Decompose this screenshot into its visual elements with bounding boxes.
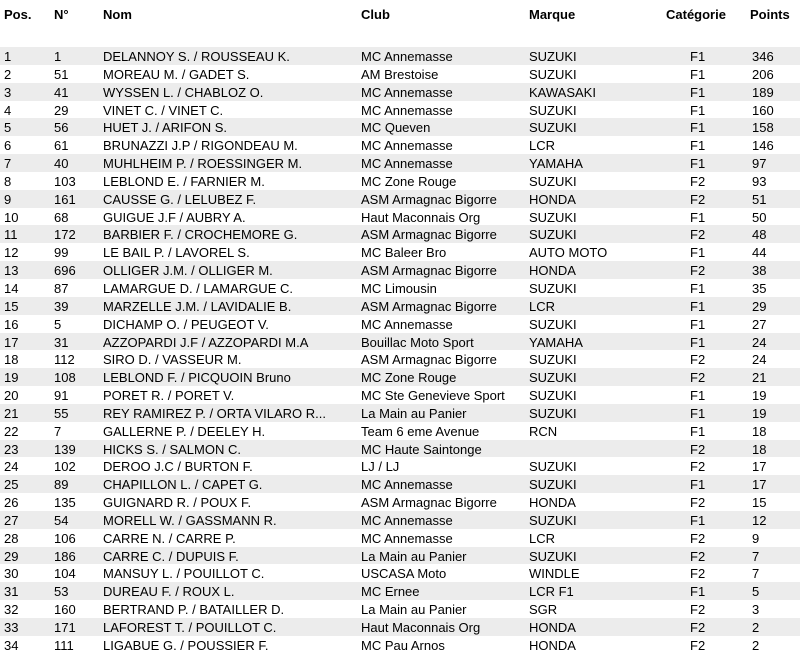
cell-pos: 7: [4, 156, 12, 172]
cell-club: La Main au Panier: [361, 405, 467, 421]
cell-club: Bouillac Moto Sport: [361, 334, 474, 350]
cell-pts: 27: [752, 316, 767, 332]
cell-nom: REY RAMIREZ P. / ORTA VILARO R...: [103, 405, 326, 421]
cell-num: 5: [54, 316, 62, 332]
cell-club: USCASA Moto: [361, 566, 447, 582]
cell-club: La Main au Panier: [361, 548, 467, 564]
cell-pos: 34: [4, 637, 19, 653]
cell-num: 41: [54, 84, 69, 100]
cell-num: 99: [54, 245, 69, 261]
cell-pts: 97: [752, 156, 767, 172]
header-pos: Pos.: [4, 7, 32, 22]
cell-num: 135: [54, 495, 76, 511]
cell-club: MC Annemasse: [361, 530, 453, 546]
cell-cat: F1: [690, 388, 706, 404]
cell-pos: 13: [4, 263, 19, 279]
table-row: [0, 511, 800, 529]
table-row: [0, 475, 800, 493]
cell-club: Team 6 eme Avenue: [361, 423, 480, 439]
cell-cat: F2: [690, 530, 706, 546]
cell-cat: F2: [690, 620, 706, 635]
cell-pts: 146: [752, 138, 774, 154]
table-row: [0, 529, 800, 547]
table-row: [0, 547, 800, 565]
cell-cat: F1: [690, 423, 706, 439]
cell-num: 103: [54, 173, 76, 189]
cell-pos: 1: [4, 49, 12, 64]
cell-nom: SIRO D. / VASSEUR M.: [103, 352, 242, 368]
cell-pos: 19: [4, 370, 19, 386]
header-marque: Marque: [529, 7, 576, 22]
table-header: [0, 0, 800, 28]
cell-club: MC Annemasse: [361, 102, 453, 118]
cell-num: 89: [54, 477, 69, 493]
cell-nom: PORET R. / PORET V.: [103, 388, 235, 404]
cell-num: 171: [54, 620, 76, 635]
cell-pts: 18: [752, 423, 767, 439]
cell-nom: LAFOREST T. / POUILLOT C.: [103, 620, 277, 635]
cell-club: Haut Maconnais Org: [361, 209, 481, 225]
cell-pos: 24: [4, 459, 19, 475]
table-row: [0, 118, 800, 136]
cell-club: MC Annemasse: [361, 477, 453, 493]
cell-cat: F1: [690, 84, 706, 100]
cell-pts: 35: [752, 280, 767, 296]
cell-marque: WINDLE: [529, 566, 580, 582]
cell-cat: F1: [690, 280, 706, 296]
cell-pos: 10: [4, 209, 19, 225]
table-row: [0, 190, 800, 208]
cell-club: MC Baleer Bro: [361, 245, 447, 261]
cell-club: MC Limousin: [361, 280, 437, 296]
cell-nom: OLLIGER J.M. / OLLIGER M.: [103, 263, 273, 279]
cell-cat: F2: [690, 370, 706, 386]
cell-club: MC Annemasse: [361, 316, 453, 332]
cell-pos: 12: [4, 245, 19, 261]
cell-club: MC Pau Arnos: [361, 637, 445, 653]
cell-num: 108: [54, 370, 76, 386]
cell-num: 29: [54, 102, 69, 118]
cell-pts: 189: [752, 84, 774, 100]
cell-marque: SUZUKI: [529, 405, 577, 421]
table-row: [0, 172, 800, 190]
cell-pts: 21: [752, 370, 767, 386]
cell-num: 91: [54, 388, 69, 404]
cell-club: ASM Armagnac Bigorre: [361, 227, 497, 243]
table-row: [0, 493, 800, 511]
cell-marque: RCN: [529, 423, 558, 439]
cell-club: MC Annemasse: [361, 156, 453, 172]
cell-pts: 3: [752, 602, 760, 618]
cell-cat: F1: [690, 477, 706, 493]
cell-cat: F1: [690, 316, 706, 332]
cell-cat: F1: [690, 120, 706, 136]
cell-pts: 18: [752, 441, 767, 457]
cell-cat: F2: [690, 173, 706, 189]
table-row: [0, 136, 800, 154]
cell-club: ASM Armagnac Bigorre: [361, 495, 497, 511]
cell-pos: 22: [4, 423, 19, 439]
header-points: Points: [750, 7, 790, 22]
cell-pts: 48: [752, 227, 767, 243]
cell-pos: 18: [4, 352, 19, 368]
cell-num: 106: [54, 530, 76, 546]
cell-cat: F2: [690, 548, 706, 564]
cell-pos: 27: [4, 512, 19, 528]
cell-cat: F2: [690, 441, 706, 457]
cell-pts: 346: [752, 49, 774, 64]
cell-nom: DICHAMP O. / PEUGEOT V.: [103, 316, 269, 332]
cell-pos: 33: [4, 620, 19, 635]
cell-nom: LAMARGUE D. / LAMARGUE C.: [103, 280, 293, 296]
cell-pos: 2: [4, 66, 12, 82]
cell-num: 40: [54, 156, 69, 172]
cell-marque: SUZUKI: [529, 173, 577, 189]
table-row: [0, 368, 800, 386]
cell-club: MC Haute Saintonge: [361, 441, 482, 457]
cell-cat: F1: [690, 298, 706, 314]
cell-num: 104: [54, 566, 76, 582]
table-row: [0, 154, 800, 172]
cell-nom: CARRE C. / DUPUIS F.: [103, 548, 239, 564]
cell-cat: F2: [690, 495, 706, 511]
cell-pts: 29: [752, 298, 767, 314]
table-row: [0, 636, 800, 654]
cell-num: 161: [54, 191, 76, 207]
cell-num: 61: [54, 138, 69, 154]
cell-nom: BARBIER F. / CROCHEMORE G.: [103, 227, 298, 243]
cell-num: 39: [54, 298, 69, 314]
cell-num: 172: [54, 227, 76, 243]
cell-nom: CAUSSE G. / LELUBEZ F.: [103, 191, 257, 207]
table-row: [0, 422, 800, 440]
cell-club: ASM Armagnac Bigorre: [361, 263, 497, 279]
cell-marque: HONDA: [529, 263, 576, 279]
cell-marque: LCR: [529, 298, 556, 314]
cell-pos: 3: [4, 84, 12, 100]
cell-marque: SUZUKI: [529, 66, 577, 82]
cell-nom: MANSUY L. / POUILLOT C.: [103, 566, 265, 582]
cell-pos: 31: [4, 584, 19, 600]
cell-nom: MOREAU M. / GADET S.: [103, 66, 250, 82]
cell-cat: F2: [690, 566, 706, 582]
table-row: [0, 83, 800, 101]
cell-marque: SUZUKI: [529, 512, 577, 528]
table-row: [0, 600, 800, 618]
cell-pts: 7: [752, 566, 760, 582]
table-row: [0, 333, 800, 351]
cell-marque: HONDA: [529, 191, 576, 207]
cell-pts: 19: [752, 388, 767, 404]
cell-marque: YAMAHA: [529, 334, 583, 350]
cell-nom: BRUNAZZI J.P / RIGONDEAU M.: [103, 138, 298, 154]
cell-nom: GUIGNARD R. / POUX F.: [103, 495, 252, 511]
cell-cat: F1: [690, 334, 706, 350]
cell-pts: 2: [752, 620, 760, 635]
cell-nom: LIGABUE G. / POUSSIER F.: [103, 637, 269, 653]
cell-cat: F1: [690, 66, 706, 82]
cell-club: LJ / LJ: [361, 459, 400, 475]
cell-num: 160: [54, 602, 76, 618]
cell-num: 112: [54, 352, 75, 368]
standings-table: [0, 47, 800, 654]
cell-cat: F1: [690, 512, 706, 528]
cell-club: La Main au Panier: [361, 602, 467, 618]
cell-pts: 9: [752, 530, 760, 546]
cell-cat: F2: [690, 637, 706, 653]
table-row: [0, 225, 800, 243]
cell-marque: KAWASAKI: [529, 84, 596, 100]
cell-num: 68: [54, 209, 69, 225]
cell-pos: 32: [4, 602, 19, 618]
header-num: N°: [54, 7, 69, 22]
cell-marque: SUZUKI: [529, 316, 577, 332]
cell-marque: SUZUKI: [529, 102, 577, 118]
cell-pts: 38: [752, 263, 767, 279]
cell-nom: GUIGUE J.F / AUBRY A.: [103, 209, 246, 225]
cell-nom: DUREAU F. / ROUX L.: [103, 584, 235, 600]
table-row: [0, 261, 800, 279]
cell-club: MC Annemasse: [361, 512, 453, 528]
cell-nom: LE BAIL P. / LAVOREL S.: [103, 245, 250, 261]
cell-pos: 8: [4, 173, 12, 189]
cell-marque: SUZUKI: [529, 120, 577, 136]
cell-pts: 93: [752, 173, 767, 189]
cell-cat: F2: [690, 191, 706, 207]
cell-pts: 12: [752, 512, 767, 528]
cell-cat: F1: [690, 245, 706, 261]
cell-pts: 2: [752, 637, 760, 653]
cell-nom: MARZELLE J.M. / LAVIDALIE B.: [103, 298, 292, 314]
cell-pts: 7: [752, 548, 760, 564]
table-row: [0, 404, 800, 422]
cell-nom: HICKS S. / SALMON C.: [103, 441, 241, 457]
cell-marque: AUTO MOTO: [529, 245, 608, 261]
cell-num: 55: [54, 405, 69, 421]
cell-pts: 24: [752, 352, 767, 368]
cell-cat: F2: [690, 459, 706, 475]
cell-pos: 6: [4, 138, 12, 154]
cell-num: 31: [54, 334, 69, 350]
cell-club: ASM Armagnac Bigorre: [361, 191, 497, 207]
cell-nom: MUHLHEIM P. / ROESSINGER M.: [103, 156, 303, 172]
cell-pts: 17: [752, 477, 767, 493]
cell-cat: F2: [690, 602, 706, 618]
cell-num: 1: [54, 49, 62, 64]
cell-marque: SUZUKI: [529, 459, 577, 475]
cell-pos: 15: [4, 298, 19, 314]
cell-marque: HONDA: [529, 495, 576, 511]
table-row: [0, 618, 800, 636]
cell-num: 56: [54, 120, 69, 136]
table-row: [0, 315, 800, 333]
cell-cat: F1: [690, 49, 706, 64]
cell-pos: 30: [4, 566, 19, 582]
cell-nom: DELANNOY S. / ROUSSEAU K.: [103, 49, 290, 64]
cell-marque: LCR: [529, 530, 556, 546]
table-row: [0, 47, 800, 65]
cell-cat: F2: [690, 352, 706, 368]
cell-marque: HONDA: [529, 620, 576, 635]
cell-club: ASM Armagnac Bigorre: [361, 352, 497, 368]
cell-nom: MORELL W. / GASSMANN R.: [103, 512, 277, 528]
cell-pos: 11: [4, 227, 18, 243]
header-club: Club: [361, 7, 390, 22]
cell-nom: DEROO J.C / BURTON F.: [103, 459, 253, 475]
cell-club: MC Queven: [361, 120, 431, 136]
cell-num: 139: [54, 441, 76, 457]
cell-num: 54: [54, 512, 69, 528]
cell-num: 53: [54, 584, 69, 600]
cell-marque: SUZUKI: [529, 370, 577, 386]
table-row: [0, 440, 800, 458]
cell-nom: LEBLOND E. / FARNIER M.: [103, 173, 265, 189]
cell-pos: 21: [4, 405, 19, 421]
table-row: [0, 297, 800, 315]
cell-club: MC Ernee: [361, 584, 420, 600]
cell-cat: F1: [690, 209, 706, 225]
cell-cat: F1: [690, 138, 706, 154]
cell-pos: 23: [4, 441, 19, 457]
cell-club: Haut Maconnais Org: [361, 620, 481, 635]
cell-marque: SUZUKI: [529, 227, 577, 243]
cell-cat: F1: [690, 156, 706, 172]
cell-marque: SUZUKI: [529, 477, 577, 493]
table-row: [0, 582, 800, 600]
cell-pts: 15: [752, 495, 767, 511]
cell-nom: CHAPILLON L. / CAPET G.: [103, 477, 263, 493]
table-row: [0, 65, 800, 83]
cell-pos: 17: [4, 334, 19, 350]
cell-pos: 16: [4, 316, 19, 332]
table-row: [0, 457, 800, 475]
cell-club: ASM Armagnac Bigorre: [361, 298, 497, 314]
cell-marque: SGR: [529, 602, 558, 618]
cell-cat: F2: [690, 227, 706, 243]
cell-nom: VINET C. / VINET C.: [103, 102, 224, 118]
table-row: [0, 243, 800, 261]
table-row: [0, 564, 800, 582]
cell-marque: SUZUKI: [529, 388, 577, 404]
cell-club: MC Zone Rouge: [361, 370, 457, 386]
cell-cat: F2: [690, 263, 706, 279]
cell-pos: 28: [4, 530, 19, 546]
cell-marque: SUZUKI: [529, 352, 577, 368]
cell-club: MC Annemasse: [361, 49, 453, 64]
cell-pos: 9: [4, 191, 12, 207]
table-row: [0, 350, 800, 368]
cell-marque: SUZUKI: [529, 209, 577, 225]
cell-pts: 44: [752, 245, 767, 261]
cell-num: 7: [54, 423, 62, 439]
cell-nom: LEBLOND F. / PICQUOIN Bruno: [103, 370, 291, 386]
cell-num: 102: [54, 459, 76, 475]
cell-marque: SUZUKI: [529, 49, 577, 64]
cell-pts: 19: [752, 405, 767, 421]
table-row: [0, 101, 800, 119]
cell-pos: 5: [4, 120, 12, 136]
cell-nom: HUET J. / ARIFON S.: [103, 120, 228, 136]
cell-nom: GALLERNE P. / DEELEY H.: [103, 423, 266, 439]
cell-cat: F1: [690, 405, 706, 421]
cell-club: MC Ste Genevieve Sport: [361, 388, 505, 404]
cell-nom: CARRE N. / CARRE P.: [103, 530, 236, 546]
cell-club: MC Zone Rouge: [361, 173, 457, 189]
table-row: [0, 279, 800, 297]
header-nom: Nom: [103, 7, 132, 22]
cell-nom: BERTRAND P. / BATAILLER D.: [103, 602, 285, 618]
table-row: [0, 386, 800, 404]
cell-nom: WYSSEN L. / CHABLOZ O.: [103, 84, 264, 100]
cell-num: 111: [54, 637, 74, 653]
cell-pts: 24: [752, 334, 767, 350]
cell-pts: 158: [752, 120, 774, 136]
cell-pos: 29: [4, 548, 19, 564]
cell-num: 186: [54, 548, 76, 564]
cell-pts: 17: [752, 459, 767, 475]
cell-club: AM Brestoise: [361, 66, 439, 82]
cell-marque: HONDA: [529, 637, 576, 653]
cell-pts: 206: [752, 66, 774, 82]
cell-pos: 25: [4, 477, 19, 493]
cell-cat: F1: [690, 584, 706, 600]
cell-marque: SUZUKI: [529, 280, 577, 296]
cell-pts: 50: [752, 209, 767, 225]
cell-marque: YAMAHA: [529, 156, 583, 172]
cell-num: 87: [54, 280, 69, 296]
header-categorie: Catégorie: [666, 7, 726, 22]
cell-cat: F1: [690, 102, 706, 118]
table-row: [0, 208, 800, 226]
cell-pts: 51: [752, 191, 767, 207]
cell-pos: 4: [4, 102, 12, 118]
cell-marque: SUZUKI: [529, 548, 577, 564]
cell-pts: 160: [752, 102, 774, 118]
cell-marque: LCR: [529, 138, 556, 154]
cell-num: 51: [54, 66, 69, 82]
cell-nom: AZZOPARDI J.F / AZZOPARDI M.A: [103, 334, 309, 350]
cell-pos: 14: [4, 280, 19, 296]
cell-marque: LCR F1: [529, 584, 574, 600]
cell-pos: 26: [4, 495, 19, 511]
cell-pos: 20: [4, 388, 19, 404]
cell-num: 696: [54, 263, 76, 279]
cell-club: MC Annemasse: [361, 138, 453, 154]
cell-club: MC Annemasse: [361, 84, 453, 100]
cell-pts: 5: [752, 584, 760, 600]
